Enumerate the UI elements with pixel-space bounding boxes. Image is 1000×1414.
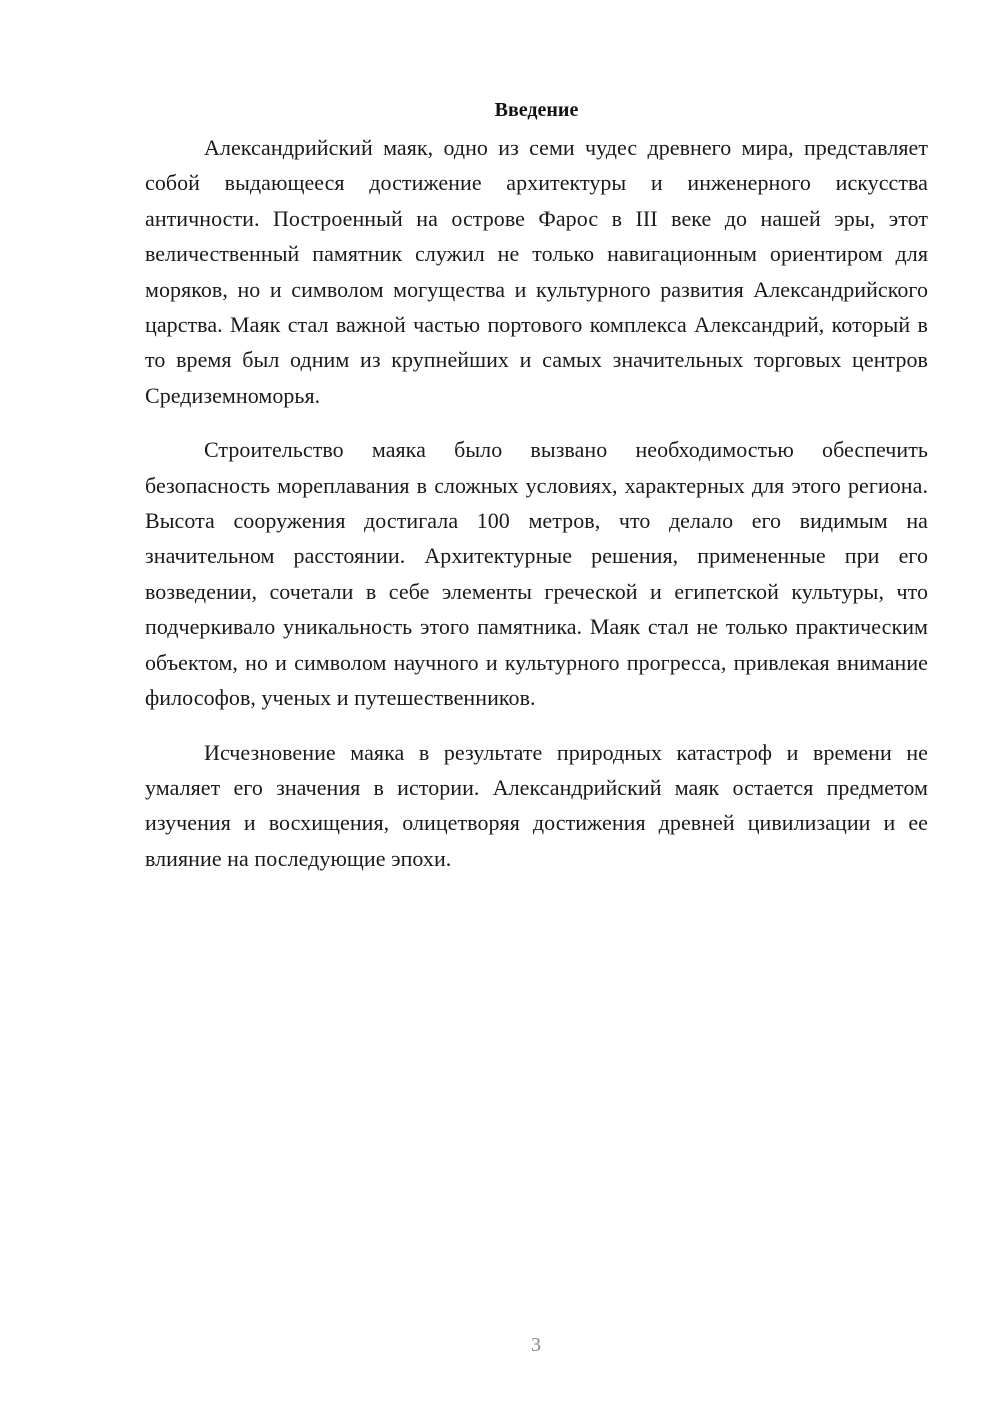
page-number: 3 [531,1334,541,1356]
section-title: Введение [494,99,579,121]
paragraph-3: Исчезновение маяка в результате природных катастроф и времени не умаляет его значения в истории. Александрийский маяк остается предметом изучения и восхищения, олицетворяя достижения древней цивилизации и ее влияние на последующие эпохи. [145,739,928,871]
paragraph-1: Александрийский маяк, одно из семи чудес древнего мира, представляет собой выдающееся достижение архитектуры и инженерного искусства античности. Построенный на острове Фарос в III веке до нашей эры, этот величественный памятник служил не только навигационным ориентиром для моряков, но и символом могущества и культурного развития Александрийского царства. Маяк стал важной частью портового комплекса Александрий, который в то время был одним из крупнейших и самых значительных торговых центров Средиземноморья. [145,135,928,408]
page-content [145,93,928,895]
paragraph-2: Строительство маяка было вызвано необходимостью обеспечить безопасность мореплавания в сложных условиях, характерных для этого региона. Высота сооружения достигала 100 метров, что делало его видимым на значительном расстоянии. Архитектурные решения, примененные при его возведении, сочетали в себе элементы греческой и египетской культуры, что подчеркивало уникальность этого памятника. Маяк стал не только практическим объектом, но и символом научного и культурного прогресса, привлекая внимание философов, ученых и путешественников. [145,437,928,711]
